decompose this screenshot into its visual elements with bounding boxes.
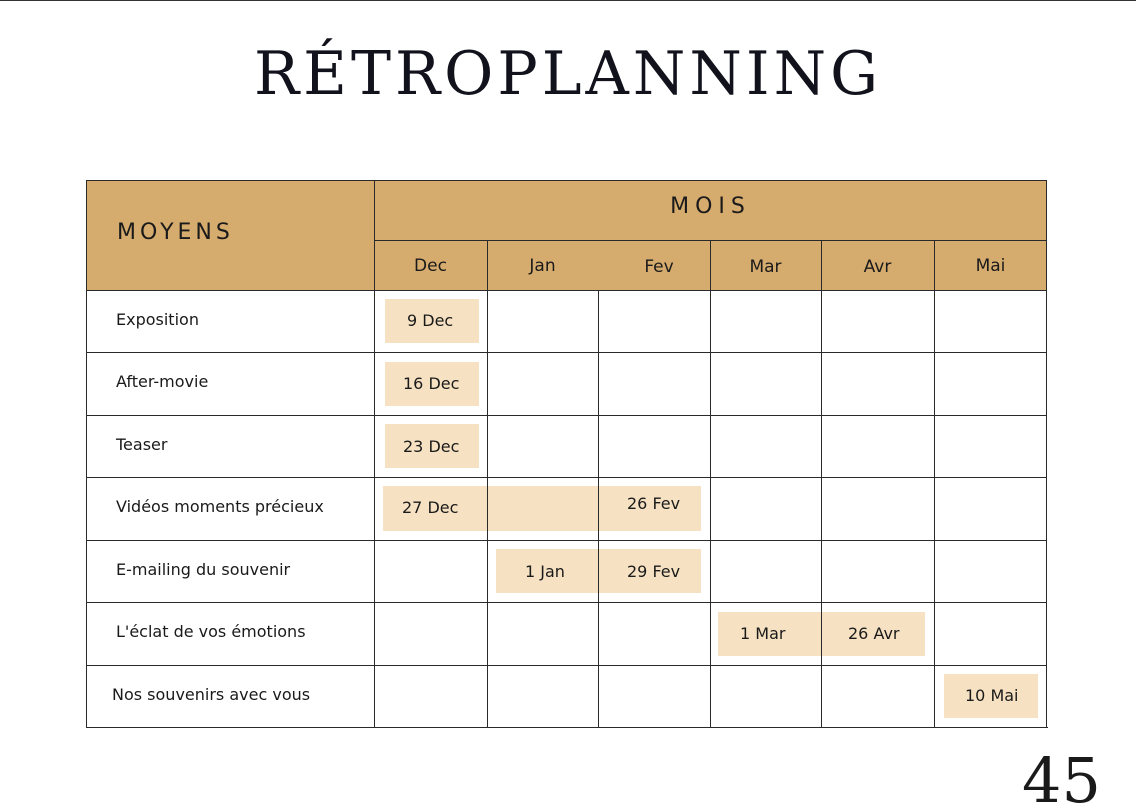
grid-line	[710, 240, 711, 728]
grid-line	[86, 540, 1047, 541]
grid-line	[598, 290, 599, 728]
month-mar: Mar	[749, 257, 782, 277]
month-dec: Dec	[414, 256, 447, 276]
page-title: RÉTROPLANNING	[253, 39, 883, 109]
date-start: 1 Jan	[525, 562, 565, 581]
date-start: 10 Mai	[965, 686, 1019, 705]
row-label-exposition: Exposition	[116, 310, 199, 329]
grid-line	[821, 240, 822, 728]
date-end: 26 Avr	[848, 624, 900, 643]
page-number: 45	[1022, 746, 1101, 806]
mois-header: MOIS	[670, 194, 751, 219]
date-start: 9 Dec	[407, 311, 454, 330]
month-mai: Mai	[975, 256, 1006, 276]
date-start: 1 Mar	[740, 624, 786, 643]
grid-line	[86, 290, 1047, 291]
month-avr: Avr	[863, 257, 892, 277]
grid-line	[374, 180, 375, 728]
grid-line	[487, 240, 488, 728]
row-label-eclat: L'éclat de vos émotions	[116, 622, 306, 641]
row-label-souvenirs: Nos souvenirs avec vous	[112, 685, 311, 704]
date-start: 16 Dec	[403, 374, 460, 393]
grid-line	[86, 180, 1047, 181]
date-start: 27 Dec	[402, 498, 459, 517]
grid-line	[934, 240, 935, 728]
grid-line	[86, 415, 1047, 416]
month-fev: Fev	[644, 257, 674, 277]
grid-line	[86, 352, 1047, 353]
date-start: 23 Dec	[403, 437, 460, 456]
grid-line	[86, 180, 87, 728]
grid-line	[1046, 180, 1047, 728]
row-label-videos: Vidéos moments précieux	[116, 497, 324, 516]
grid-line	[86, 665, 1047, 666]
date-end: 26 Fev	[627, 494, 681, 513]
grid-line	[86, 727, 1048, 728]
grid-line	[86, 602, 1047, 603]
row-label-emailing: E-mailing du souvenir	[116, 560, 291, 579]
grid-line	[86, 477, 1047, 478]
moyens-header: MOYENS	[117, 220, 234, 245]
date-end: 29 Fev	[627, 562, 681, 581]
month-jan: Jan	[529, 256, 556, 276]
row-label-after-movie: After-movie	[116, 372, 209, 391]
row-label-teaser: Teaser	[116, 435, 168, 454]
